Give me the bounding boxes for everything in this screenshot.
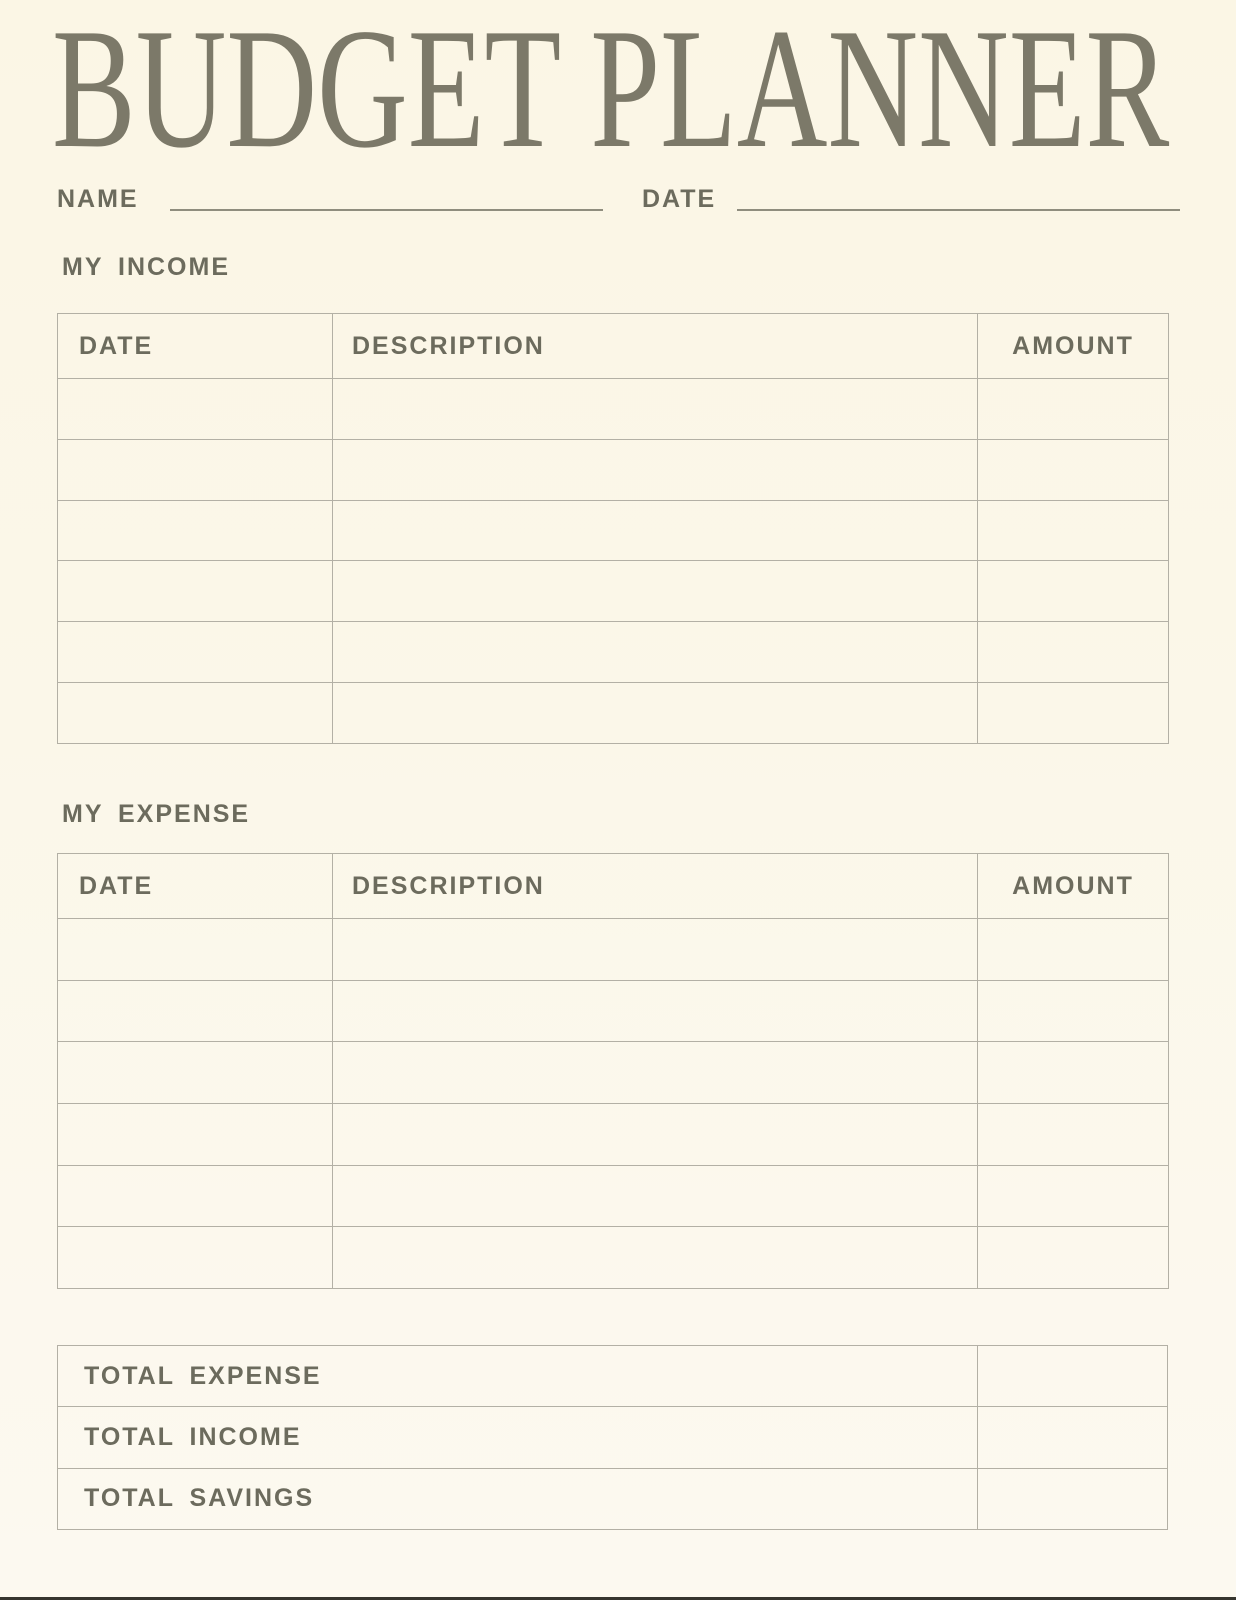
income-amount-cell[interactable] [978,379,1168,439]
total-expense-row [58,1346,1167,1406]
total-expense-value-cell[interactable] [977,1346,1167,1406]
income-table-row [58,560,1168,621]
expense-col-header-description: DESCRIPTION [332,854,978,918]
expense-amount-cell[interactable] [978,1227,1168,1288]
total-savings-value-cell[interactable] [977,1469,1167,1529]
income-amount-cell[interactable] [978,501,1168,561]
income-table-row [58,621,1168,682]
income-col-header-description: DESCRIPTION [332,314,978,378]
income-amount-cell[interactable] [978,683,1168,743]
income-description-cell[interactable] [332,683,978,743]
total-expense-label: TOTAL EXPENSE [84,1361,322,1390]
expense-date-cell[interactable] [58,919,332,980]
expense-date-cell[interactable] [58,1042,332,1103]
expense-description-cell[interactable] [332,919,978,980]
date-input-line[interactable] [737,185,1180,211]
income-date-cell[interactable] [58,561,332,621]
income-col-header-date: DATE [79,331,154,360]
expense-table-row [58,1226,1168,1288]
name-label: NAME [57,185,139,213]
expense-col-header-date: DATE [79,871,154,900]
total-income-label: TOTAL INCOME [84,1422,302,1451]
expense-date-cell[interactable] [58,1227,332,1288]
totals-table [57,1345,1168,1530]
page-title: BUDGET PLANNER [52,0,1170,184]
total-savings-row [58,1468,1167,1529]
income-date-cell[interactable] [58,379,332,439]
expense-date-cell[interactable] [58,981,332,1042]
expense-col-header-amount: AMOUNT [1012,871,1134,900]
income-table-row [58,439,1168,500]
expense-amount-cell[interactable] [978,981,1168,1042]
income-amount-cell[interactable] [978,561,1168,621]
expense-description-cell[interactable] [332,981,978,1042]
income-date-cell[interactable] [58,683,332,743]
expense-amount-cell[interactable] [978,1166,1168,1227]
income-date-cell[interactable] [58,622,332,682]
income-col-header-amount: AMOUNT [1012,331,1134,360]
income-amount-cell[interactable] [978,440,1168,500]
date-label: DATE [642,185,717,213]
income-table-row [58,500,1168,561]
expense-table-row [58,1165,1168,1227]
expense-description-cell[interactable] [332,1042,978,1103]
expense-amount-cell[interactable] [978,919,1168,980]
total-savings-label: TOTAL SAVINGS [84,1484,315,1513]
expense-description-cell[interactable] [332,1166,978,1227]
income-table-header-row [58,314,1168,378]
expense-table [57,853,1169,1289]
total-income-row [58,1406,1167,1467]
total-income-value-cell[interactable] [977,1407,1167,1467]
expense-date-cell[interactable] [58,1104,332,1165]
income-table [57,313,1169,744]
expense-table-header-row [58,854,1168,918]
expense-table-row [58,1103,1168,1165]
expense-date-cell[interactable] [58,1166,332,1227]
income-description-cell[interactable] [332,561,978,621]
expense-description-cell[interactable] [332,1227,978,1288]
income-description-cell[interactable] [332,440,978,500]
income-date-cell[interactable] [58,440,332,500]
name-input-line[interactable] [170,185,603,211]
expense-section-heading: MY EXPENSE [62,800,251,828]
income-section-heading: MY INCOME [62,253,230,281]
expense-amount-cell[interactable] [978,1042,1168,1103]
income-table-row [58,682,1168,743]
income-description-cell[interactable] [332,501,978,561]
expense-table-row [58,980,1168,1042]
income-description-cell[interactable] [332,622,978,682]
income-amount-cell[interactable] [978,622,1168,682]
income-date-cell[interactable] [58,501,332,561]
expense-table-row [58,1041,1168,1103]
income-table-row [58,378,1168,439]
income-description-cell[interactable] [332,379,978,439]
expense-amount-cell[interactable] [978,1104,1168,1165]
expense-table-row [58,918,1168,980]
expense-description-cell[interactable] [332,1104,978,1165]
